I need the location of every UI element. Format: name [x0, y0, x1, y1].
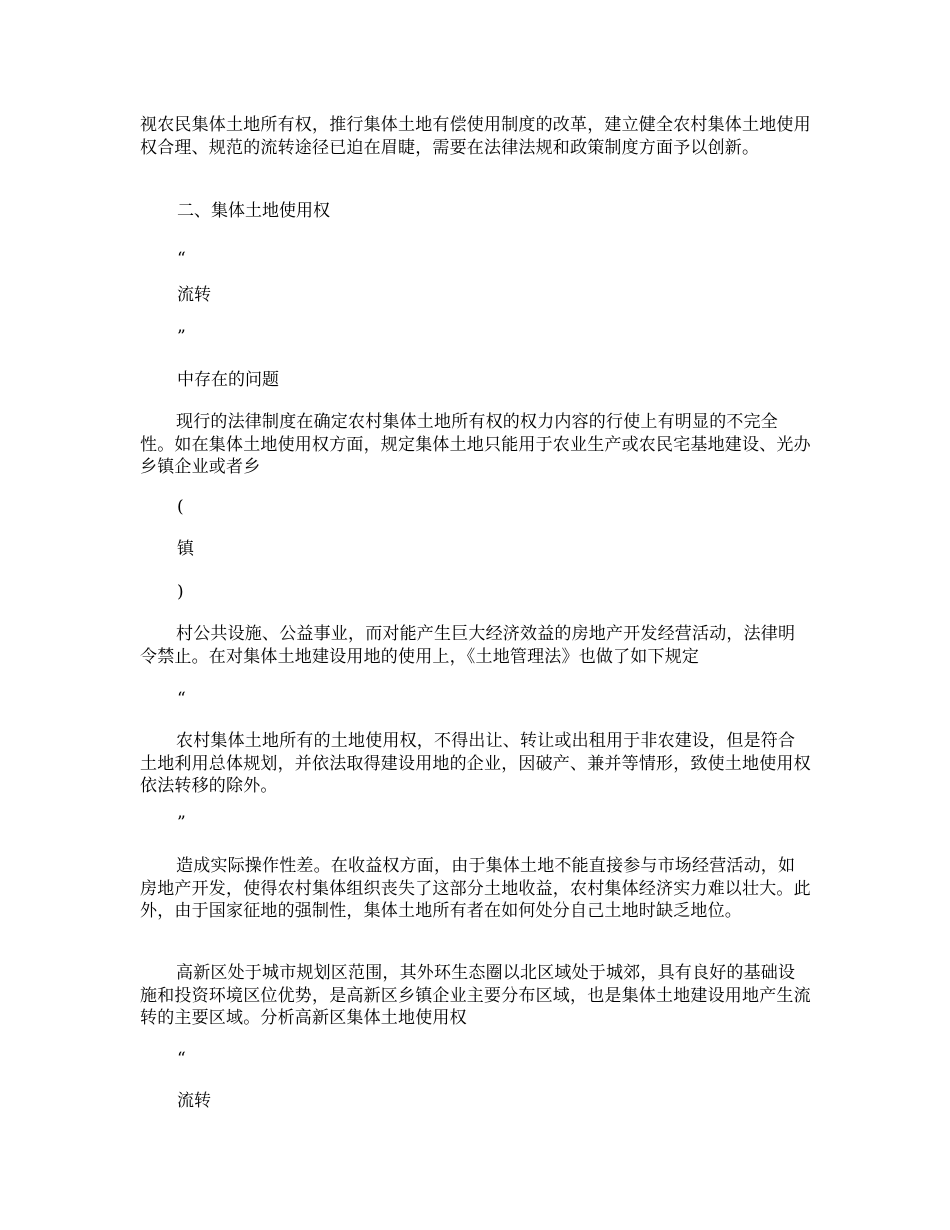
section-heading: 二、集体土地使用权	[177, 201, 330, 221]
open-quote-mark: “	[177, 249, 186, 269]
close-paren: )	[177, 582, 184, 602]
fragment-liuzhuan-end: 流转	[177, 1091, 211, 1111]
open-quote-mark-3: “	[177, 1049, 186, 1069]
paragraph-public-facilities: 村公共设施、公益事业，而对能产生巨大经济效益的房地产开发经营活动，法律明令禁止。在对集体土地建设用地的使用上，《土地管理法》也做了如下规定	[140, 624, 796, 667]
paragraph-hightech-zone: 高新区处于城市规划区范围，其外环生态圈以北区域处于城郊，具有良好的基础设施和投资环境区位优势，是高新区乡镇企业主要分布区域，也是集体土地建设用地产生流转的主要区域。分析高新区集体土地使用权	[140, 963, 811, 1028]
fragment-zhen: 镇	[177, 539, 194, 559]
heading-fragment-problems: 中存在的问题	[177, 370, 279, 390]
paragraph-operability: 造成实际操作性差。在收益权方面，由于集体土地不能直接参与市场经营活动，如房地产开发，使得农村集体组织丧失了这部分土地收益，农村集体经济实力难以壮大。此外，由于国家征地的强制性，集体土地所有者在如何处分自己土地时缺乏地位。	[140, 856, 811, 921]
paragraph-law-system: 现行的法律制度在确定农村集体土地所有权的权力内容的行使上有明显的不完全性。如在集体土地使用权方面，规定集体土地只能用于农业生产或农民宅基地建设、光办乡镇企业或者乡	[140, 412, 811, 477]
heading-fragment-liuzhuan: 流转	[177, 285, 211, 305]
paragraph-intro: 视农民集体土地所有权，推行集体土地有偿使用制度的改革，建立健全农村集体土地使用权合理、规范的流转途径已迫在眉睫，需要在法律法规和政策制度方面予以创新。	[140, 115, 811, 158]
close-quote-mark: ”	[177, 327, 186, 347]
close-quote-mark-2: ”	[177, 813, 186, 833]
paragraph-land-law-quote: 农村集体土地所有的土地使用权，不得出让、转让或出租用于非农建设，但是符合土地利用总体规划，并依法取得建设用地的企业，因破产、兼并等情形，致使土地使用权依法转移的除外。	[140, 731, 811, 796]
open-quote-mark-2: “	[177, 689, 186, 709]
open-paren: (	[177, 497, 184, 517]
